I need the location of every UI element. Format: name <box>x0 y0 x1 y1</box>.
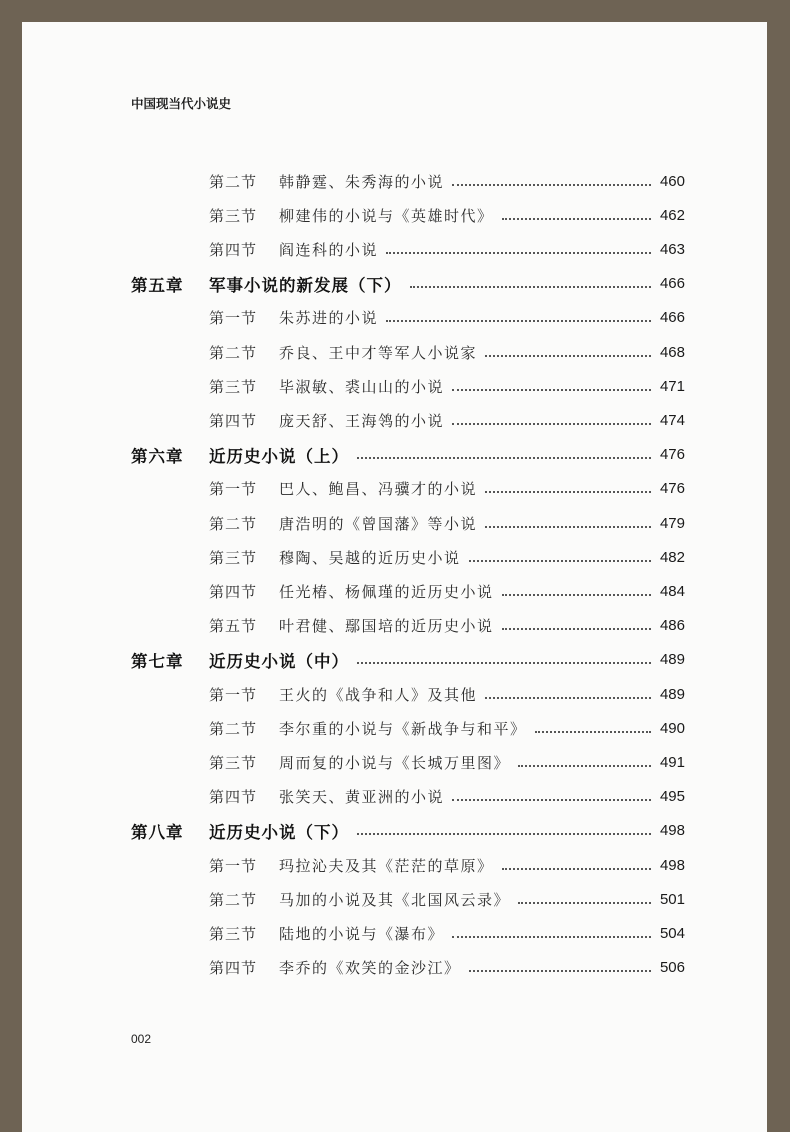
toc-section-entry <box>209 340 685 364</box>
section-title: 王火的《战争和人》及其他 <box>279 685 478 704</box>
section-label: 第二节 <box>209 514 258 533</box>
dot-leader <box>386 251 651 254</box>
dot-leader <box>410 285 652 288</box>
dot-leader <box>357 832 651 835</box>
chapter-label: 第七章 <box>131 651 184 671</box>
chapter-label: 第六章 <box>131 446 184 466</box>
section-title: 李尔重的小说与《新战争与和平》 <box>279 719 527 738</box>
section-label: 第三节 <box>209 548 258 567</box>
section-label: 第二节 <box>209 172 258 191</box>
dot-leader <box>357 661 651 664</box>
page-number: 489 <box>659 685 685 703</box>
toc-section-entry <box>209 169 685 193</box>
dot-leader <box>485 490 651 493</box>
section-title: 乔良、王中才等军人小说家 <box>279 343 478 362</box>
page-number: 491 <box>659 753 685 771</box>
page-number: 476 <box>659 446 685 464</box>
page-number: 466 <box>659 275 685 293</box>
page-number: 495 <box>659 788 685 806</box>
dot-leader <box>485 354 651 357</box>
section-label: 第一节 <box>209 480 258 499</box>
page-number: 489 <box>659 651 685 669</box>
toc-section-entry <box>209 203 685 227</box>
section-label: 第三节 <box>209 206 258 225</box>
toc-section-entry <box>209 716 685 740</box>
section-title: 叶君健、鄢国培的近历史小说 <box>279 617 494 636</box>
toc-section-entry <box>209 408 685 432</box>
page-number: 479 <box>659 514 685 532</box>
section-title: 张笑天、黄亚洲的小说 <box>279 788 445 807</box>
chapter-title: 近历史小说（下） <box>209 822 349 842</box>
toc-section-entry <box>209 853 685 877</box>
toc-section-entry <box>209 682 685 706</box>
toc-section-entry <box>209 374 685 398</box>
toc-chapter-entry <box>131 819 685 843</box>
section-title: 庞天舒、王海鸰的小说 <box>279 411 445 430</box>
dot-leader <box>535 730 651 733</box>
page-number: 482 <box>659 548 685 566</box>
section-title: 唐浩明的《曾国藩》等小说 <box>279 514 478 533</box>
page-number: 463 <box>659 240 685 258</box>
toc-section-entry <box>209 477 685 501</box>
toc-section-entry <box>209 237 685 261</box>
section-label: 第三节 <box>209 753 258 772</box>
section-title: 阎连科的小说 <box>279 240 379 259</box>
dot-leader <box>502 867 651 870</box>
dot-leader <box>502 627 651 630</box>
dot-leader <box>502 593 651 596</box>
page-number: 468 <box>659 343 685 361</box>
page-number: 476 <box>659 480 685 498</box>
section-title: 周而复的小说与《长城万里图》 <box>279 753 511 772</box>
page-number: 506 <box>659 959 685 977</box>
toc-section-entry <box>209 887 685 911</box>
section-title: 韩静霆、朱秀海的小说 <box>279 172 445 191</box>
section-label: 第二节 <box>209 890 258 909</box>
section-title: 柳建伟的小说与《英雄时代》 <box>279 206 494 225</box>
toc-section-entry <box>209 750 685 774</box>
page-number: 490 <box>659 719 685 737</box>
section-label: 第四节 <box>209 959 258 978</box>
page-number: 484 <box>659 582 685 600</box>
toc-section-entry <box>209 614 685 638</box>
dot-leader <box>518 764 651 767</box>
toc-section-entry <box>209 511 685 535</box>
page-number: 466 <box>659 309 685 327</box>
book-page <box>22 22 767 1132</box>
section-label: 第四节 <box>209 240 258 259</box>
page-number: 460 <box>659 172 685 190</box>
chapter-title: 近历史小说（中） <box>209 651 349 671</box>
toc-chapter-entry <box>131 648 685 672</box>
page-number: 501 <box>659 890 685 908</box>
section-label: 第二节 <box>209 719 258 738</box>
dot-leader <box>469 559 651 562</box>
section-label: 第一节 <box>209 856 258 875</box>
dot-leader <box>485 525 651 528</box>
toc-chapter-entry <box>131 272 685 296</box>
dot-leader <box>485 696 651 699</box>
page-number: 462 <box>659 206 685 224</box>
page-number: 471 <box>659 377 685 395</box>
page-number: 498 <box>659 822 685 840</box>
chapter-title: 军事小说的新发展（下） <box>209 275 402 295</box>
section-title: 马加的小说及其《北国风云录》 <box>279 890 511 909</box>
dot-leader <box>452 798 651 801</box>
toc-section-entry <box>209 785 685 809</box>
section-label: 第四节 <box>209 582 258 601</box>
section-title: 陆地的小说与《瀑布》 <box>279 924 445 943</box>
section-title: 巴人、鲍昌、冯骥才的小说 <box>279 480 478 499</box>
chapter-title: 近历史小说（上） <box>209 446 349 466</box>
dot-leader <box>518 901 651 904</box>
dot-leader <box>386 319 651 322</box>
toc-section-entry <box>209 545 685 569</box>
section-title: 毕淑敏、裘山山的小说 <box>279 377 445 396</box>
section-label: 第一节 <box>209 685 258 704</box>
page-number: 474 <box>659 411 685 429</box>
page-folio: 002 <box>131 1032 152 1046</box>
dot-leader <box>452 422 651 425</box>
dot-leader <box>357 456 651 459</box>
toc-chapter-entry <box>131 443 685 467</box>
section-label: 第二节 <box>209 343 258 362</box>
section-label: 第四节 <box>209 788 258 807</box>
section-label: 第五节 <box>209 617 258 636</box>
toc-section-entry <box>209 921 685 945</box>
section-title: 李乔的《欢笑的金沙江》 <box>279 959 461 978</box>
dot-leader <box>452 935 651 938</box>
toc-section-entry <box>209 956 685 980</box>
toc-section-entry <box>209 306 685 330</box>
page-number: 486 <box>659 617 685 635</box>
section-title: 穆陶、吴越的近历史小说 <box>279 548 461 567</box>
section-title: 玛拉沁夫及其《茫茫的草原》 <box>279 856 494 875</box>
chapter-label: 第八章 <box>131 822 184 842</box>
section-label: 第一节 <box>209 309 258 328</box>
page-number: 498 <box>659 856 685 874</box>
section-label: 第三节 <box>209 377 258 396</box>
toc-section-entry <box>209 579 685 603</box>
dot-leader <box>469 969 651 972</box>
section-title: 任光椿、杨佩瑾的近历史小说 <box>279 582 494 601</box>
dot-leader <box>452 183 651 186</box>
section-label: 第三节 <box>209 924 258 943</box>
chapter-label: 第五章 <box>131 275 184 295</box>
dot-leader <box>452 388 651 391</box>
dot-leader <box>502 217 651 220</box>
section-label: 第四节 <box>209 411 258 430</box>
page-number: 504 <box>659 924 685 942</box>
running-head: 中国现当代小说史 <box>131 96 232 111</box>
section-title: 朱苏进的小说 <box>279 309 379 328</box>
